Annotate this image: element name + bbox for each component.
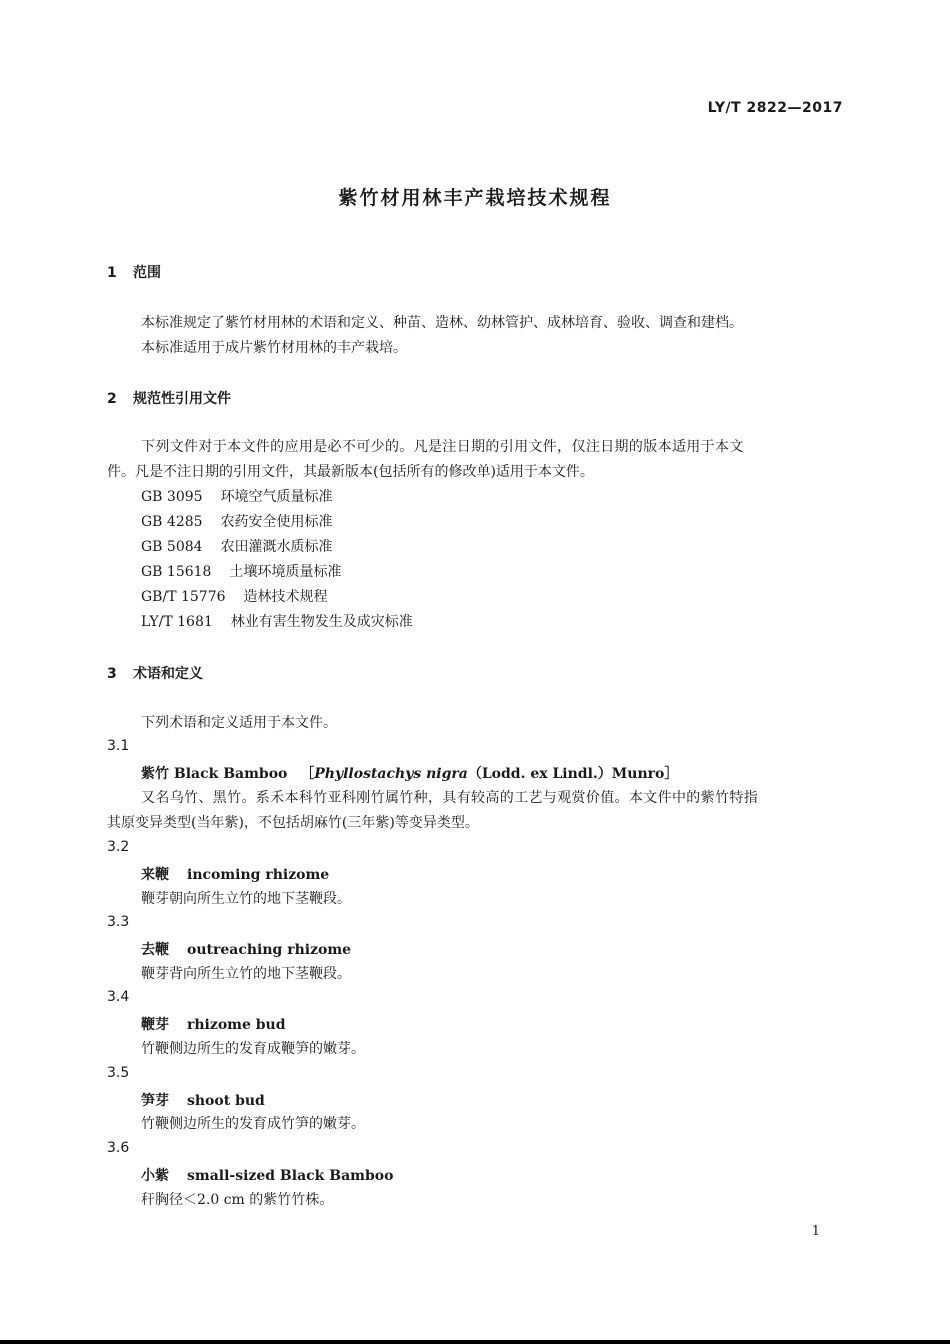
term-number: 3.6	[107, 1140, 130, 1156]
term-definition-line: 又名乌竹、黑竹。系禾本科竹亚科刚竹属竹种，具有较高的工艺与观赏价值。本文件中的紫竹特指	[141, 790, 759, 806]
reference-title: 造林技术规程	[243, 589, 328, 605]
section-heading-3	[107, 663, 203, 683]
page-title: 紫竹材用林丰产栽培技术规程	[338, 187, 612, 209]
reference-title: 农药安全使用标准	[220, 514, 333, 530]
term-chinese: 来鞭	[141, 867, 169, 883]
paragraph: 下列术语和定义适用于本文件。	[141, 715, 337, 731]
page-bottom-rule	[0, 1340, 950, 1344]
section-number: 3	[107, 666, 117, 682]
document-code: LY/T 2822—2017	[707, 100, 843, 116]
term-number: 3.1	[107, 738, 130, 754]
page-number: 1	[811, 1224, 820, 1239]
reference-item	[141, 512, 333, 532]
term-definition: 竹鞭侧边所生的发育成鞭笋的嫩芽。	[141, 1041, 365, 1057]
term-heading	[141, 864, 329, 884]
reference-item	[141, 562, 341, 582]
reference-title: 林业有害生物发生及成灾标准	[230, 614, 413, 630]
reference-code: GB/T 15776	[141, 589, 226, 605]
term-english: incoming rhizome	[187, 867, 330, 883]
section-number: 2	[107, 391, 117, 407]
bracket-close: ］	[664, 766, 679, 782]
term-latin-name: Phyllostachys nigra	[314, 766, 468, 782]
term-number: 3.2	[107, 839, 130, 855]
term-number: 3.4	[107, 989, 130, 1005]
section-title: 范围	[133, 265, 161, 281]
term-heading	[141, 1165, 393, 1185]
term-heading	[141, 1014, 286, 1034]
reference-title: 农田灌溉水质标准	[220, 539, 333, 555]
term-number: 3.3	[107, 914, 130, 930]
reference-title: 土壤环境质量标准	[229, 564, 342, 580]
term-english: rhizome bud	[187, 1017, 286, 1033]
paragraph: 本标准规定了紫竹材用林的术语和定义、种苗、造林、幼林管护、成林培育、验收、调查和建档。	[141, 315, 743, 331]
term-definition: 竹鞭侧边所生的发育成竹笋的嫩芽。	[141, 1116, 365, 1132]
paragraph: 本标准适用于成片紫竹材用林的丰产栽培。	[141, 340, 407, 356]
term-heading	[141, 939, 351, 959]
section-title: 规范性引用文件	[133, 391, 231, 407]
section-number: 1	[107, 265, 117, 281]
reference-code: GB 5084	[141, 539, 203, 555]
reference-item	[141, 487, 333, 507]
reference-title: 环境空气质量标准	[220, 489, 333, 505]
term-definition: 秆胸径＜2.0 cm 的紫竹竹株。	[141, 1192, 334, 1208]
reference-code: GB 15618	[141, 564, 212, 580]
term-heading	[141, 763, 678, 783]
reference-code: GB 3095	[141, 489, 203, 505]
term-chinese: 紫竹	[141, 766, 169, 782]
reference-code: GB 4285	[141, 514, 203, 530]
bracket-open: ［	[300, 766, 315, 782]
paragraph-line: 下列文件对于本文件的应用是必不可少的。凡是注日期的引用文件，仅注日期的版本适用于本文	[141, 439, 744, 455]
reference-item	[141, 537, 333, 557]
section-heading-1	[107, 262, 161, 282]
term-english: small-sized Black Bamboo	[187, 1168, 394, 1184]
term-definition-line: 其原变异类型(当年紫)，不包括胡麻竹(三年紫)等变异类型。	[107, 815, 479, 831]
term-definition: 鞭芽背向所生立竹的地下茎鞭段。	[141, 966, 351, 982]
term-chinese: 鞭芽	[141, 1017, 169, 1033]
term-chinese: 去鞭	[141, 942, 169, 958]
term-definition: 鞭芽朝向所生立竹的地下茎鞭段。	[141, 891, 351, 907]
reference-item	[141, 587, 328, 607]
term-english: outreaching rhizome	[187, 942, 352, 958]
section-heading-2	[107, 388, 231, 408]
reference-item	[141, 612, 413, 632]
term-heading	[141, 1090, 265, 1110]
term-chinese: 笋芽	[141, 1093, 169, 1109]
term-english: shoot bud	[187, 1093, 265, 1109]
reference-code: LY/T 1681	[141, 614, 213, 630]
term-english: Black Bamboo	[173, 766, 288, 782]
term-number: 3.5	[107, 1065, 130, 1081]
section-title: 术语和定义	[133, 666, 203, 682]
term-authority: （Lodd. ex Lindl.）Munro	[467, 766, 665, 782]
paragraph-line: 件。凡是不注日期的引用文件，其最新版本(包括所有的修改单)适用于本文件。	[107, 464, 594, 480]
term-chinese: 小紫	[141, 1168, 169, 1184]
